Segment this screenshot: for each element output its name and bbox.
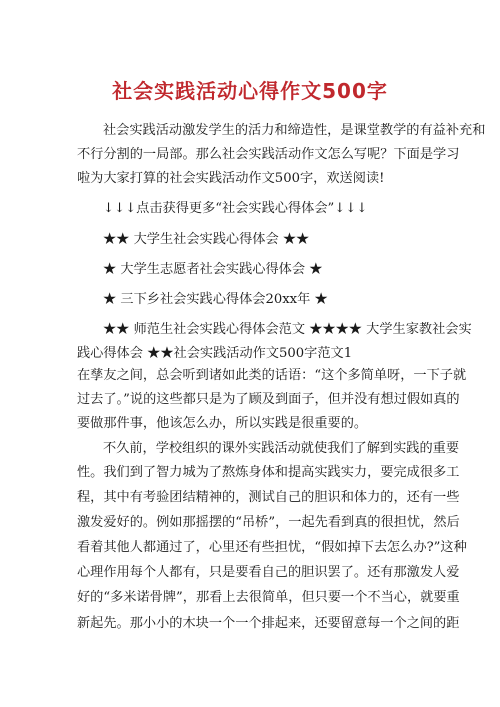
link-line[interactable]: ↓↓↓点击获得更多“社会实践心得体会”↓↓↓ xyxy=(103,201,368,216)
paragraph-line: 程，其中有考验团结精神的，测试自己的胆识和体力的，还有一些 xyxy=(77,490,460,505)
paragraph-line: 看着其他人都通过了，心里还有些担忧，“假如掉下去怎么办?”这种 xyxy=(77,540,467,555)
link-line[interactable]: 践心得体会 ★★社会实践活动作文500字范文1 xyxy=(77,346,353,361)
link-line[interactable]: ★ 大学生志愿者社会实践心得体会 ★ xyxy=(103,262,323,277)
paragraph-line: 不行分割的一局部。那么社会实践活动作文怎么写呢？下面是学习 xyxy=(77,147,460,162)
paragraph-line: 好的“多米诺骨牌”，那看上去很简单，但只要一个不当心，就要重 xyxy=(77,590,460,605)
paragraph-line: 新起先。那小小的木块一个一个排起来，还要留意每一个之间的距 xyxy=(77,616,460,631)
paragraph-line: 过去了。”说的这些都只是为了顾及到面子，但并没有想过假如真的 xyxy=(77,392,460,407)
paragraph-line: 要做那件事，他该怎么办，所以实践是很重要的。 xyxy=(77,416,368,431)
link-line[interactable]: ★★ 师范生社会实践心得体会范文 ★★★★ 大学生家教社会实 xyxy=(103,322,472,337)
paragraph-line: 激发爱好的。例如那摇摆的“吊桥”，一起先看到真的很担忧，然后 xyxy=(77,515,460,530)
link-line[interactable]: ★ 三下乡社会实践心得体会20xx年 ★ xyxy=(103,292,328,307)
paragraph-line: 性。我们到了智力城为了熬炼身体和提高实践实力，要完成很多工 xyxy=(77,465,460,480)
paragraph-line: 啦为大家打算的社会实践活动作文500字，欢送阅读! xyxy=(77,171,385,186)
paragraph-line: 不久前，学校组织的课外实践活动就使我们了解到实践的重要 xyxy=(103,441,460,456)
paragraph-line: 心理作用每个人都有，只是要看自己的胆识罢了。还有那激发人爱 xyxy=(77,565,460,580)
document-title: 社会实践活动心得作文500字 xyxy=(112,79,388,103)
link-line[interactable]: ★★ 大学生社会实践心得体会 ★★ xyxy=(103,232,310,247)
paragraph-line: 社会实践活动激发学生的活力和缔造性，是课堂教学的有益补充和 xyxy=(103,123,486,138)
paragraph-line: 在孳友之间，总会听到诸如此类的话语：“这个多简单呀，一下子就 xyxy=(77,368,467,383)
